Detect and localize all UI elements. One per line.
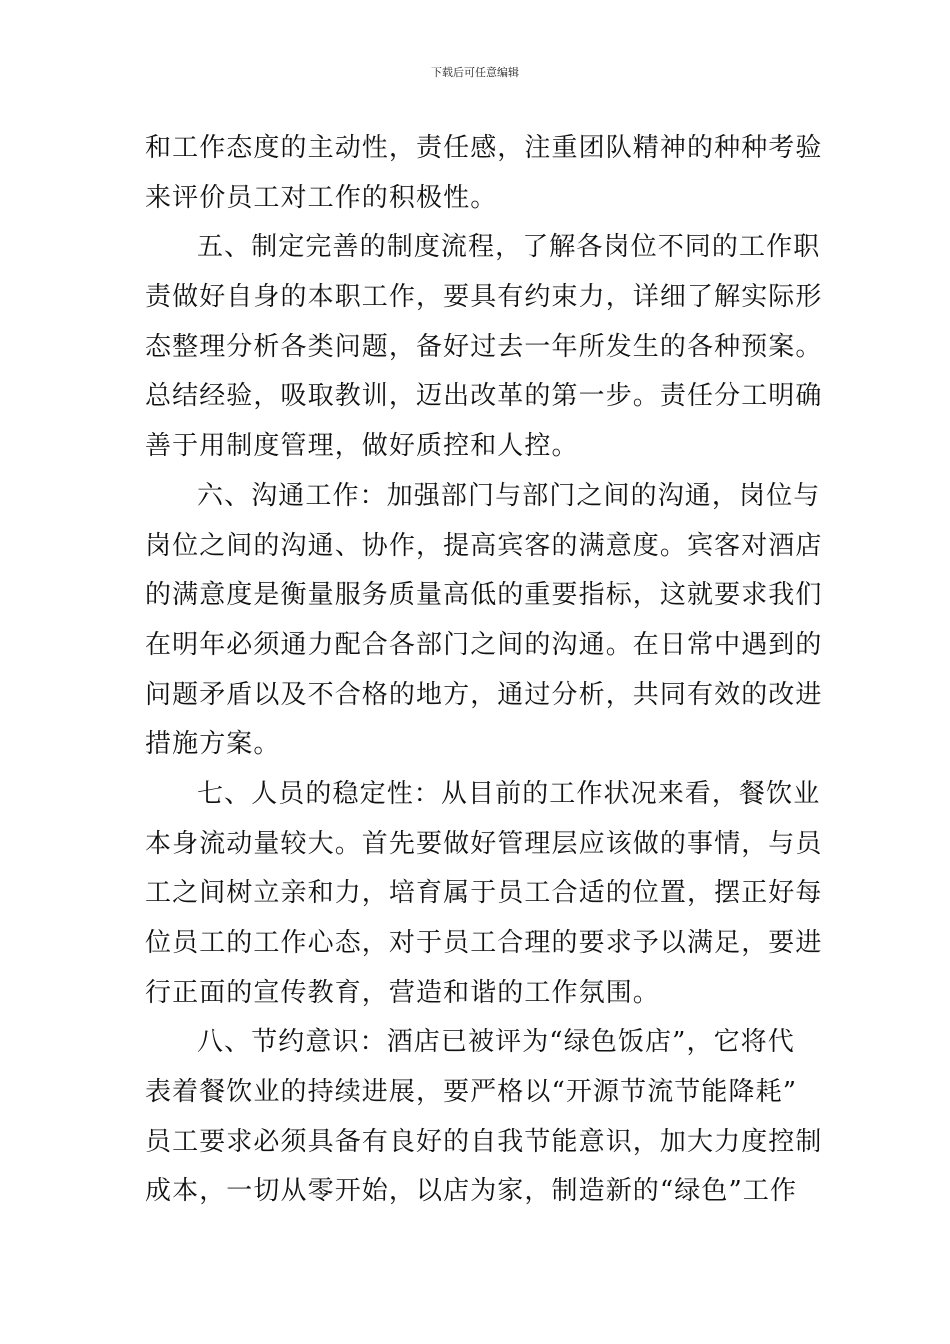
- section-7-heading-line: 七、人员的稳定性：从目前的工作状况来看，餐饮业: [197, 778, 821, 809]
- text-line: 的满意度是衡量服务质量高低的重要指标，这就要求我们: [145, 580, 823, 611]
- text-line: 总结经验，吸取教训，迈出改革的第一步。责任分工明确: [145, 381, 823, 412]
- text-line: 行正面的宣传教育，营造和谐的工作氛围。: [145, 977, 660, 1008]
- text-line: 态整理分析各类问题，备好过去一年所发生的各种预案。: [145, 331, 823, 362]
- section-8-heading-line: 八、节约意识：酒店已被评为“绿色饭店”，它将代: [197, 1027, 795, 1058]
- text-line: 责做好自身的本职工作，要具有约束力，详细了解实际形: [145, 282, 823, 313]
- section-5-heading-line: 五、制定完善的制度流程，了解各岗位不同的工作职: [197, 232, 821, 263]
- section-6-heading-line: 六、沟通工作：加强部门与部门之间的沟通，岗位与: [197, 480, 821, 511]
- text-line: 善于用制度管理，做好质控和人控。: [145, 431, 579, 462]
- text-line: 岗位之间的沟通、协作，提高宾客的满意度。宾客对酒店: [145, 530, 823, 561]
- text-line: 工之间树立亲和力，培育属于员工合适的位置，摆正好每: [145, 878, 823, 909]
- text-line: 位员工的工作心态，对于员工合理的要求予以满足，要进: [145, 928, 823, 958]
- text-line: 问题矛盾以及不合格的地方，通过分析，共同有效的改进: [145, 679, 823, 710]
- text-line: 表着餐饮业的持续进展，要严格以“开源节流节能降耗”: [145, 1077, 798, 1108]
- text-line: 和工作态度的主动性，责任感，注重团队精神的种种考验: [145, 133, 823, 163]
- text-line: 本身流动量较大。首先要做好管理层应该做的事情，与员: [145, 828, 823, 859]
- text-line: 措施方案。: [145, 729, 281, 760]
- text-line: 成本，一切从零开始，以店为家，制造新的“绿色”工作: [145, 1176, 798, 1207]
- document-body: [145, 124, 823, 1217]
- page-header-note: 下载后可任意编辑: [431, 66, 519, 79]
- text-line: 员工要求必须具备有良好的自我节能意识，加大力度控制: [145, 1126, 823, 1157]
- text-line: 在明年必须通力配合各部门之间的沟通。在日常中遇到的: [145, 629, 823, 660]
- text-line: 来评价员工对工作的积极性。: [145, 182, 498, 213]
